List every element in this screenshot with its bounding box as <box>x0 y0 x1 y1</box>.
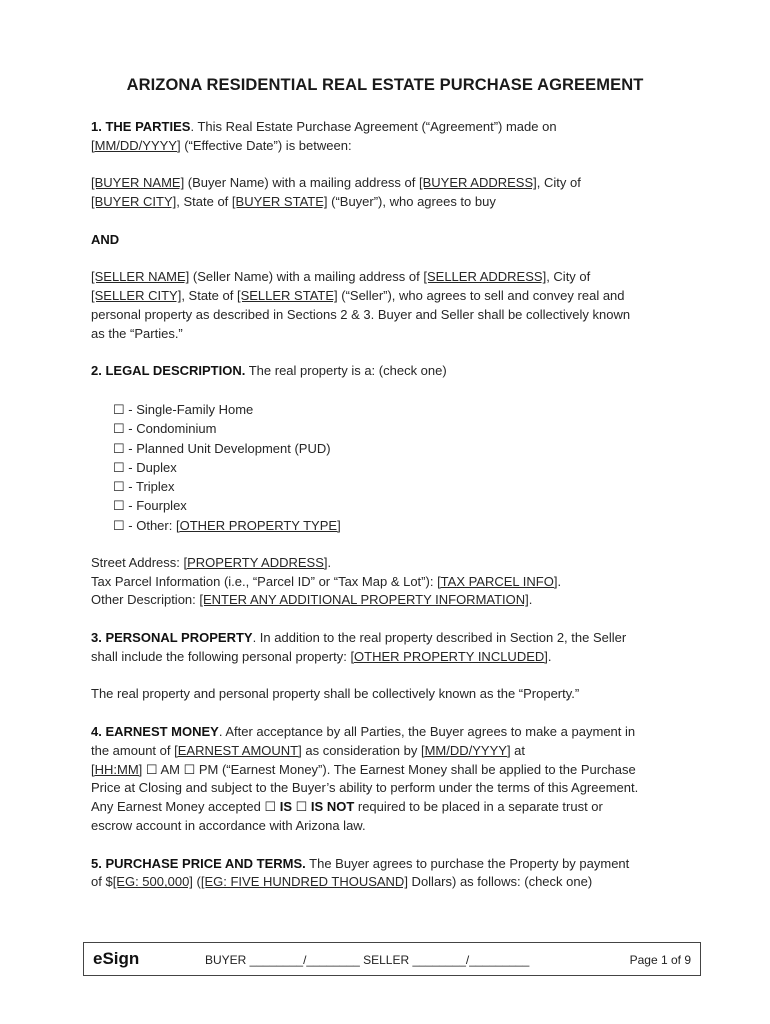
earnest-date-field: [MM/DD/YYYY] <box>420 742 511 758</box>
seller-state-field: [SELLER STATE] <box>236 288 338 304</box>
checkbox-icon[interactable]: ☐ <box>113 498 125 514</box>
buyer-name-field: [BUYER NAME] <box>91 175 185 191</box>
section-4-heading: 4. EARNEST MONEY <box>91 724 219 739</box>
earnest-amount-field: [EARNEST AMOUNT] <box>174 742 302 758</box>
property-type-option[interactable]: ☐ - Fourplex <box>113 496 681 515</box>
checkbox-icon[interactable]: ☐ <box>113 517 125 533</box>
document-title: ARIZONA RESIDENTIAL REAL ESTATE PURCHASE AGREEMENT <box>126 76 644 94</box>
personal-property-field: [OTHER PROPERTY INCLUDED] <box>350 648 548 664</box>
buyer-city-field: [BUYER CITY] <box>91 194 177 210</box>
checkbox-icon[interactable]: ☐ <box>113 421 125 437</box>
effective-date-field: [MM/DD/YYYY] <box>91 137 181 153</box>
is-checkbox-icon[interactable]: ☐ <box>264 799 277 815</box>
seller-city-field: [SELLER CITY] <box>91 288 182 304</box>
seller-paragraph: [SELLER NAME] (Seller Name) with a mailing address of [SELLER ADDRESS], City of [SELLER CITY], State of [SELLER STATE] (“Seller”), who agrees to sell and convey real and personal property as described in Sections 2 & 3. Buyer and Seller shall be collectively known as the “Parties.” <box>91 269 631 341</box>
is-not-checkbox-icon[interactable]: ☐ <box>295 799 308 815</box>
section-2-heading: 2. LEGAL DESCRIPTION. <box>91 363 246 379</box>
checkbox-icon[interactable]: ☐ <box>113 401 125 417</box>
initials-line: BUYER ________/________ SELLER ________/_________ <box>205 953 530 967</box>
property-details: Street Address: [PROPERTY ADDRESS]. Tax Parcel Information (i.e., “Parcel ID” or “Tax Map & Lot”): [TAX PARCEL INFO]. Other Description: [ENTER ANY ADDITIONAL PROPERTY INFORMATION]. <box>91 554 562 608</box>
buyer-address-field: [BUYER ADDRESS] <box>419 175 537 191</box>
section-1-intro: 1. THE PARTIES. This Real Estate Purchase Agreement (“Agreement”) made on [MM/DD/YYYY] (“Effective Date”) is between: <box>91 119 557 153</box>
property-type-option[interactable]: ☐ - Duplex <box>113 458 681 477</box>
section-2-intro: 2. LEGAL DESCRIPTION. The real property is a: (check one) <box>91 363 447 379</box>
am-checkbox-icon[interactable]: ☐ <box>145 761 158 777</box>
pm-checkbox-icon[interactable]: ☐ <box>183 761 196 777</box>
section-4-paragraph: 4. EARNEST MONEY. After acceptance by all Parties, the Buyer agrees to make a payment in the amount of [EARNEST AMOUNT] as consideration by [MM/DD/YYYY] at [HH:MM] ☐ AM ☐ PM (“Earnest Money”). The Earnest Money shall be applied to the Purchase Price at Closing and subject to the Buyer’s ability to perform under the terms of this Agreement. Any Earnest Money accepted ☐ IS ☐ IS NOT required to be placed in a separate trust or escrow account in accordance with Arizona law. <box>91 724 639 833</box>
property-type-option[interactable]: ☐ - Condominium <box>113 419 681 438</box>
seller-name-field: [SELLER NAME] <box>91 269 190 285</box>
seller-address-field: [SELLER ADDRESS] <box>423 269 547 285</box>
purchase-price-field: [EG: 500,000] <box>112 874 193 890</box>
other-property-type-field: [OTHER PROPERTY TYPE] <box>175 517 341 533</box>
section-3-heading: 3. PERSONAL PROPERTY <box>91 630 253 646</box>
additional-info-field: [ENTER ANY ADDITIONAL PROPERTY INFORMATION] <box>199 592 529 608</box>
buyer-state-field: [BUYER STATE] <box>231 194 328 210</box>
page-number: Page 1 of 9 <box>629 953 691 967</box>
document-body <box>91 118 681 892</box>
section-5-paragraph: 5. PURCHASE PRICE AND TERMS. The Buyer agrees to purchase the Property by payment of $[EG: 500,000] ([EG: FIVE HUNDRED THOUSAND] Dollars) as follows: (check one) <box>91 855 630 890</box>
property-type-list <box>91 400 681 535</box>
section-5-heading: 5. PURCHASE PRICE AND TERMS. <box>91 855 306 871</box>
property-type-option[interactable]: ☐ - Triplex <box>113 477 681 496</box>
checkbox-icon[interactable]: ☐ <box>113 479 125 495</box>
section-3-paragraph: 3. PERSONAL PROPERTY. In addition to the real property described in Section 2, the Seller shall include the following personal property: [OTHER PROPERTY INCLUDED]. <box>91 630 627 664</box>
purchase-price-words-field: [EG: FIVE HUNDRED THOUSAND] <box>200 874 408 890</box>
property-address-field: [PROPERTY ADDRESS] <box>183 554 328 570</box>
earnest-time-field: [HH:MM] <box>91 761 143 777</box>
checkbox-icon[interactable]: ☐ <box>113 459 125 475</box>
property-type-option[interactable]: ☐ - Planned Unit Development (PUD) <box>113 439 681 458</box>
property-definition: The real property and personal property shall be collectively known as the “Property.” <box>91 686 580 702</box>
property-type-option[interactable]: ☐ - Single-Family Home <box>113 400 681 419</box>
esign-logo: eSign <box>93 949 140 968</box>
tax-parcel-field: [TAX PARCEL INFO] <box>437 573 558 589</box>
buyer-paragraph: [BUYER NAME] (Buyer Name) with a mailing address of [BUYER ADDRESS], City of [BUYER CITY], State of [BUYER STATE] (“Buyer”), who agrees to buy <box>91 175 581 210</box>
checkbox-icon[interactable]: ☐ <box>113 440 125 456</box>
page-footer <box>83 942 701 976</box>
property-type-option-other[interactable]: ☐ - Other: [OTHER PROPERTY TYPE] <box>113 516 681 535</box>
section-1-heading: 1. THE PARTIES <box>91 119 191 134</box>
and-label: AND <box>91 231 120 247</box>
